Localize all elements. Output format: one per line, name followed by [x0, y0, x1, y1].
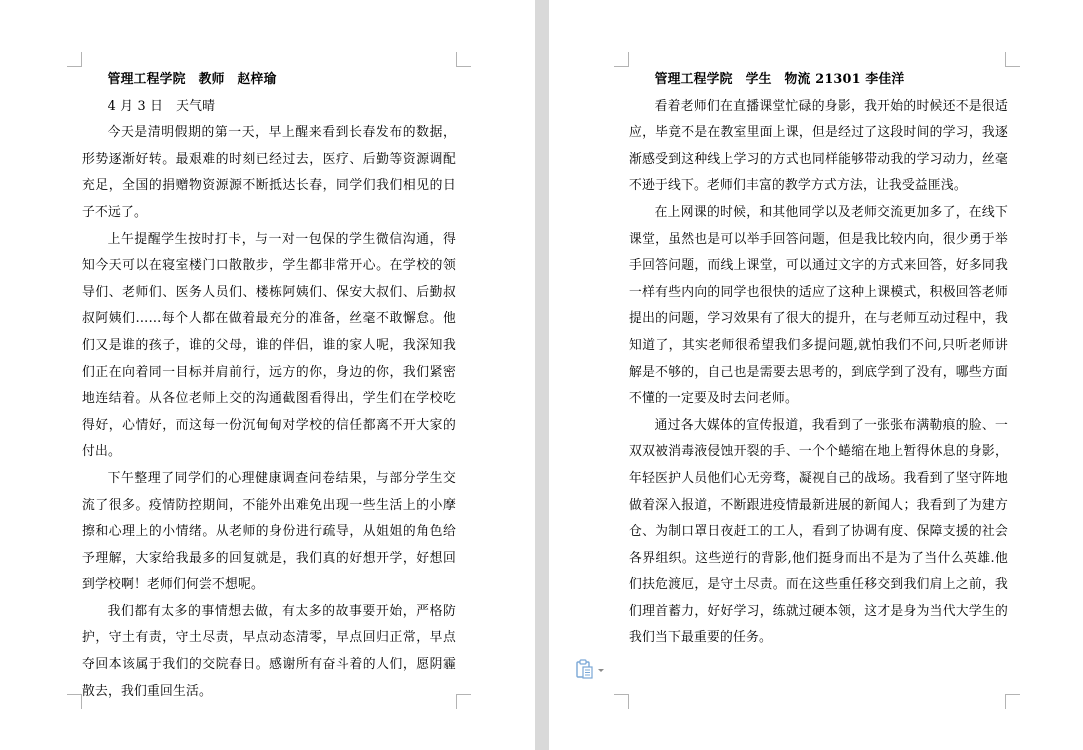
crop-mark-top-left	[67, 52, 82, 67]
paste-options-icon[interactable]	[575, 659, 609, 681]
right-page-body[interactable]	[629, 67, 1008, 652]
document-page-left[interactable]	[0, 0, 535, 750]
crop-mark-bottom-left	[67, 694, 82, 709]
crop-mark-bottom-left	[614, 694, 629, 709]
left-page-heading: 管理工程学院 教师 赵梓瑜	[107, 72, 277, 87]
right-paragraph-3: 通过各大媒体的宣传报道，我看到了一张张布满勒痕的脸、一双双被消毒液侵蚀开裂的手、一个个蜷缩在地上暂得休息的身影，年轻医护人员他们心无旁骛，凝视自己的战场。我看到了坚守阵地做着深入报道，不断跟进疫情最新进展的新闻人；我看到了为建方仓、为制口罩日夜赶工的工人，看到了协调有度、保障支援的社会各界组织。这些逆行的背影,他们挺身而出不是为了当什么英雄.他们扶危渡厄，是守土尽责。而在这些重任移交到我们肩上之前，我们理首蓄力，好好学习，练就过硬本领，这才是身为当代大学生的我们当下最重要的任务。	[629, 417, 1008, 646]
crop-mark-bottom-right	[1005, 694, 1020, 709]
left-paragraph-4: 我们都有太多的事情想去做，有太多的故事要开始，严格防护，守土有责，守土尽责，早点动态清零，早点回归正常，早点夺回本该属于我们的交院春日。感谢所有奋斗着的人们，愿阴霾散去，我们重回生活。	[82, 603, 456, 699]
right-paragraph-2: 在上网课的时候，和其他同学以及老师交流更加多了，在线下课堂，虽然也是可以举手回答问题，但是我比较内向，很少勇于举手回答问题，而线上课堂，可以通过文字的方式来回答，好多同我一样有些内向的同学也很快的适应了这种上课模式，积极回答老师提出的问题，学习效果有了很大的提升，在与老师互动过程中，我知道了，其实老师很希望我们多提问题,就怕我们不问,只听老师讲解是不够的，自己也是需要去思考的，到底学到了没有，哪些方面不懂的一定要及时去问老师。	[629, 204, 1008, 407]
right-page-heading: 管理工程学院 学生 物流 21301 李佳洋	[654, 72, 905, 87]
crop-mark-top-left	[614, 52, 629, 67]
document-page-right[interactable]	[549, 0, 1083, 750]
left-paragraph-1: 今天是清明假期的第一天，早上醒来看到长春发布的数据，形势逐渐好转。最艰难的时刻已经过去，医疗、后勤等资源调配充足，全国的捐赠物资源源不断抵达长春，同学们我们相见的日子不远了。	[82, 125, 456, 220]
left-page-body[interactable]	[82, 67, 456, 705]
left-paragraph-2: 上午提醒学生按时打卡，与一对一包保的学生微信沟通，得知今天可以在寝室楼门口散散步，学生都非常开心。在学校的领导们、老师们、医务人员们、楼栋阿姨们、保安大叔们、后勤叔叔阿姨们……每个人都在做着最充分的准备，丝毫不敢懈怠。他们又是谁的孩子，谁的父母，谁的伴侣，谁的家人呢，我深知我们正在向着同一目标并肩前行，远方的你，身边的你，我们紧密地连结着。从各位老师上交的沟通截图看得出，学生们在学校吃得好，心情好，而这每一份沉甸甸对学校的信任都离不开大家的付出。	[82, 231, 456, 460]
crop-mark-top-right	[1005, 52, 1020, 67]
crop-mark-top-right	[456, 52, 471, 67]
left-paragraph-3: 下午整理了同学们的心理健康调查问卷结果，与部分学生交流了很多。疫情防控期间，不能外出难免出现一些生活上的小摩擦和心理上的小情绪。从老师的身份进行疏导，从姐姐的角色给予理解，大家给我最多的回复就是，我们真的好想开学，好想回到学校啊！老师们何尝不想呢。	[82, 470, 456, 593]
left-page-date: 4 月 3 日 天气晴	[107, 98, 216, 114]
crop-mark-bottom-right	[456, 694, 471, 709]
right-paragraph-1: 看着老师们在直播课堂忙碌的身影，我开始的时候还不是很适应，毕竟不是在教室里面上课，但是经过了这段时间的学习，我逐渐感受到这种线上学习的方式也同样能够带动我的学习动力，丝毫不逊于线下。老师们丰富的教学方式方法，让我受益匪浅。	[629, 98, 1008, 194]
